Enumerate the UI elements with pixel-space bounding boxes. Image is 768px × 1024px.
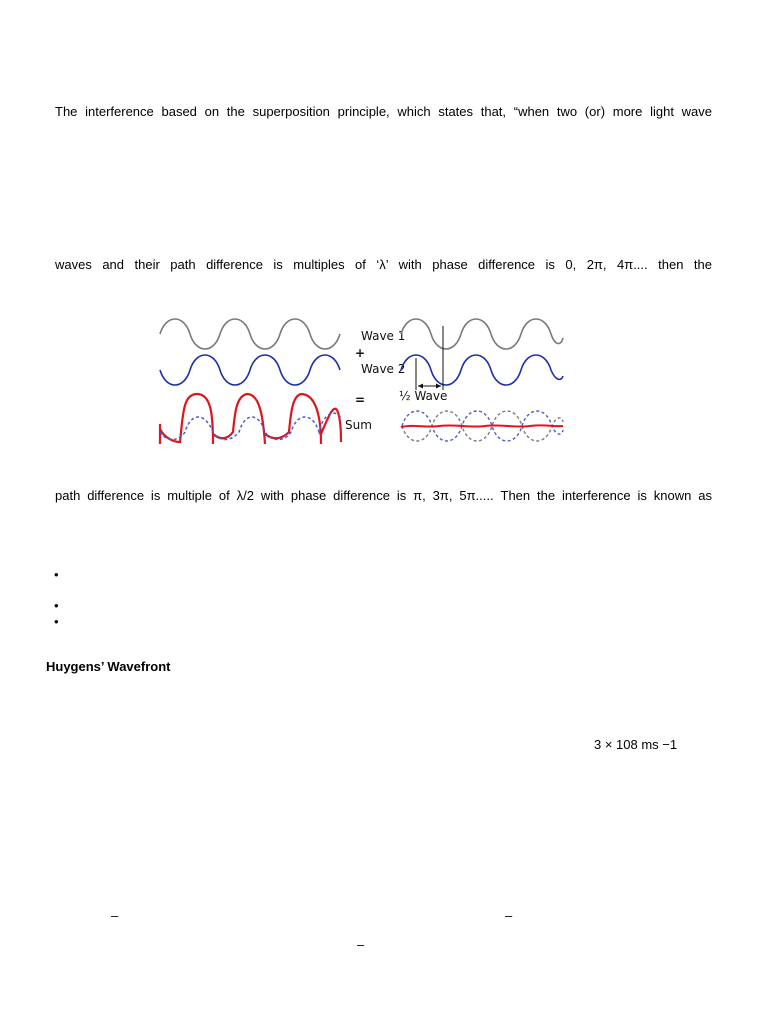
sum-left-dashed bbox=[160, 413, 341, 439]
wave2-left-curve bbox=[160, 355, 340, 385]
speed-of-light-value: 3 × 108 ms −1 bbox=[594, 737, 678, 752]
sum-left-curve bbox=[160, 394, 341, 444]
dash-mark: – bbox=[357, 937, 365, 952]
wave1-left-curve bbox=[160, 319, 340, 349]
paragraph-constructive: waves and their path difference is multiples of ‘λ’ with phase difference is 0, 2π, 4π.... then the bbox=[55, 257, 712, 272]
section-heading: Huygens’ Wavefront bbox=[46, 659, 171, 674]
wave1-label: Wave 1 bbox=[361, 329, 406, 343]
sum-right-flat-line bbox=[401, 425, 563, 427]
equals-sign: = bbox=[355, 393, 366, 407]
bullet-point: • bbox=[54, 567, 59, 582]
wave2-label: Wave 2 bbox=[361, 362, 406, 376]
paragraph-destructive: path difference is multiple of λ/2 with phase difference is π, 3π, 5π..... Then the interference is known as bbox=[55, 488, 712, 503]
half-wave-label: ½ Wave bbox=[399, 389, 448, 403]
dash-mark: – bbox=[505, 908, 513, 923]
paragraph-superposition: The interference based on the superposition principle, which states that, “when two (or) more light wave bbox=[55, 104, 712, 119]
sum-label: Sum bbox=[345, 418, 372, 432]
plus-sign: + bbox=[355, 346, 366, 360]
wave2-right-curve bbox=[401, 355, 563, 385]
dash-mark: – bbox=[111, 908, 119, 923]
interference-figure bbox=[155, 314, 567, 450]
bullet-point: • bbox=[54, 598, 59, 613]
bullet-point: • bbox=[54, 614, 59, 629]
wave1-right-curve bbox=[401, 319, 563, 349]
